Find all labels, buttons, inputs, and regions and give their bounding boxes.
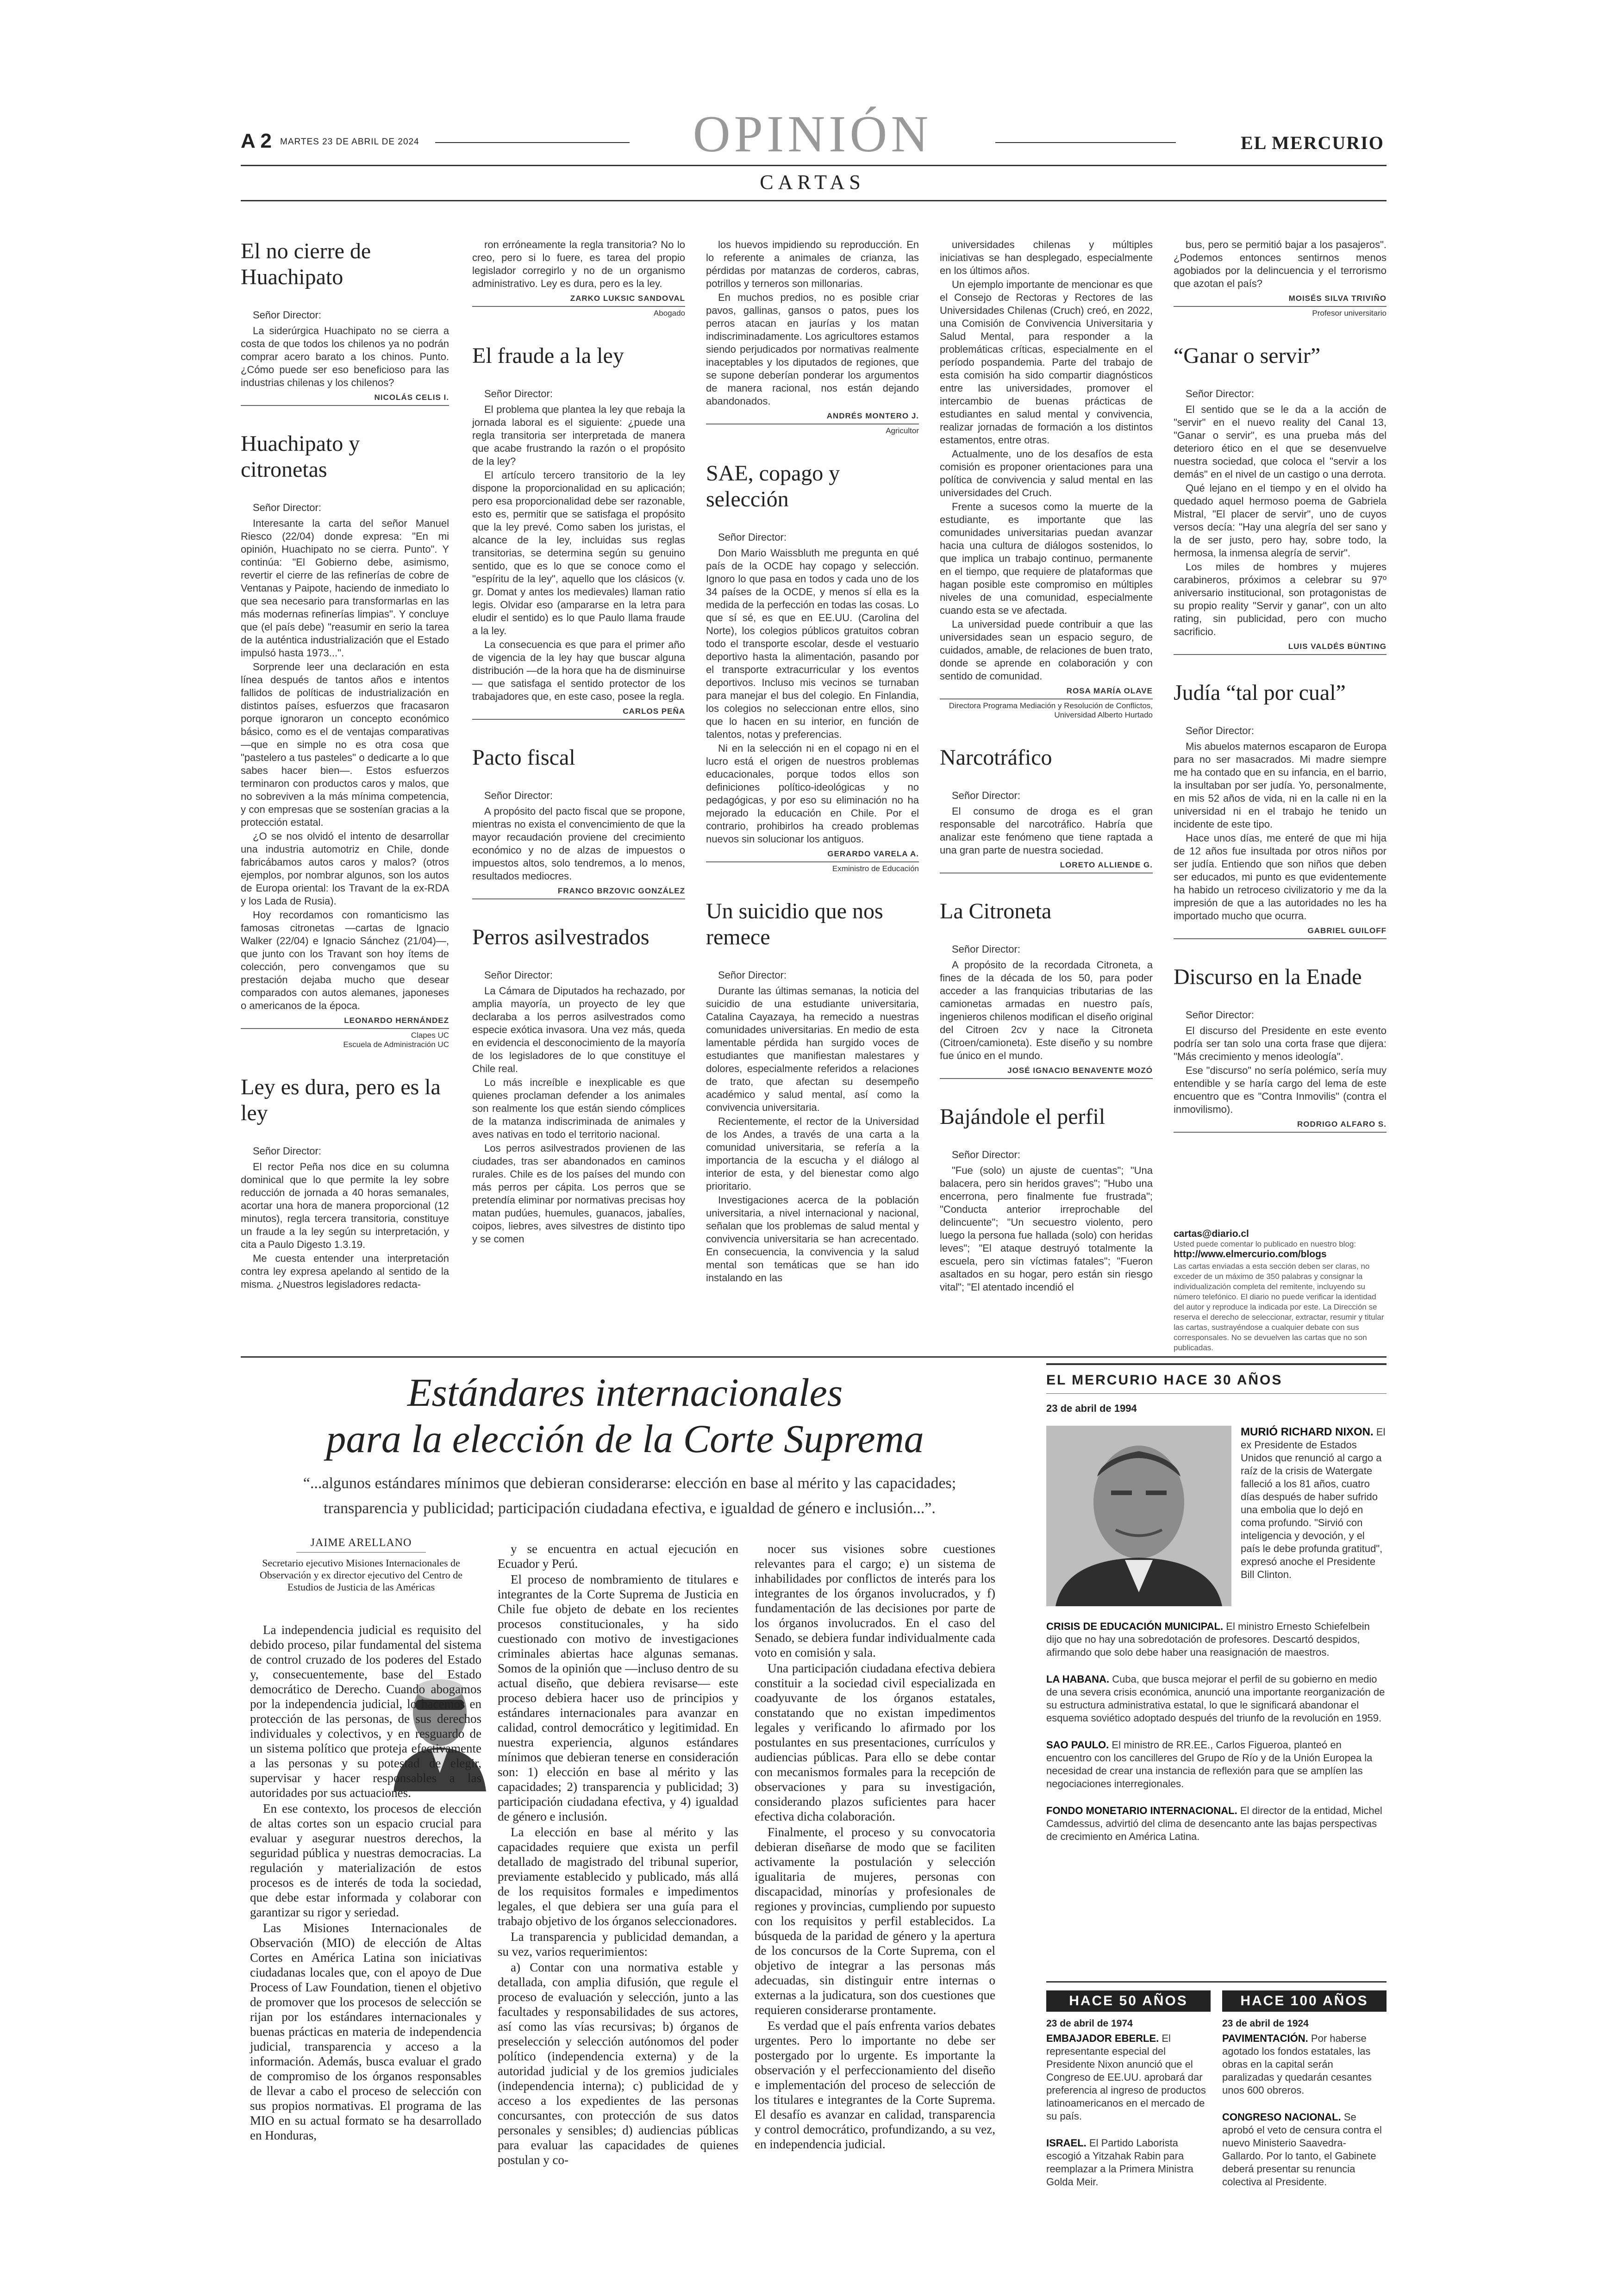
archive-item-head: SAO PAULO. — [1046, 1739, 1109, 1751]
letter-signer-role: Profesor universitario — [1312, 309, 1387, 318]
letter-salutation: Señor Director: — [952, 790, 1020, 801]
subsection-title: CARTAS — [760, 171, 865, 193]
letter-title: Pacto fiscal — [472, 745, 575, 770]
opinion-title-line2: para la elección de la Corte Suprema — [326, 1416, 924, 1461]
opinion-paragraph: El proceso de nombramiento de titulares e integrantes de la Corte Suprema de Justicia en Chile fue objeto de debate en los recientes procesos constitucionales, y ha sido cuestionado con motivo de investigaciones criminales abiertas hace algunas semanas. Somos de la opinión que —incluso dentro de su actual diseño, que debiera revisarse— este proceso debiera hacer uso de principios y estándares internacionales para avanzar en calidad, control democrático y legitimidad. En nuestra experiencia, algunos estándares mínimos que debieran tenerse en consideración son: 1) elección en base al mérito y las capacidades; 2) transparencia y publicidad; 3) participación ciudadana efectiva, y 4) igualdad de género e inclusión. — [498, 1572, 738, 1823]
header-top-rule — [241, 165, 1387, 166]
archive-item-text: El Partido Laborista escogió a Yitzahak Rabin para reemplazar a la Primera Ministra Golda Meir. — [1046, 2137, 1193, 2188]
letter-title: Ley es dura, pero es la ley — [241, 1075, 441, 1125]
letter-paragraph: ¿O se nos olvidó el intento de desarrollar una industria automotriz en Chile, donde fabricábamos autos caros y malos? (otros ejemplos, por nombrar algunos, son los autos de Europa oriental: los Travant de la ex-RDA y los Lada de Rusia). — [241, 830, 449, 907]
letter-signature: CARLOS PEÑA — [472, 705, 685, 720]
archive-item — [1222, 2111, 1387, 2189]
footer-blog[interactable]: http://www.elmercurio.com/blogs — [1174, 1249, 1327, 1260]
opinion-paragraph: La transparencia y publicidad demandan, a su vez, varios requerimientos: — [498, 1930, 738, 1958]
hace30-items — [1046, 1620, 1387, 1857]
letter-paragraph: El rector Peña nos dice en su columna dominical que lo que permite la ley sobre reducción de jornada a 40 horas semanales, acortar una hora de manera proporcional (12 minutos), regla tercera transitoria, constituye un fraude a la ley según su interpretación, y cita a Paulo Digesto 1.3.19. — [241, 1161, 449, 1250]
letter-paragraph: Ni en la selección ni en el copago ni en el lucro está el origen de nuestros problemas educacionales, porque todos ellos son definiciones político-ideológicas y no pedagógicas, y por eso su eliminación no ha mejorado la educación en Chile. Por el contrario, prohibirlos ha creado problemas nuevos sin solucionar los antiguos. — [706, 742, 919, 845]
letter-title: Bajándole el perfil — [940, 1104, 1106, 1129]
opinion-paragraph: Finalmente, el proceso y su convocatoria debieran diseñarse de modo que se faciliten activamente la postulación y selección igualitaria de mujeres, personas con discapacidad, minorías y profesionales de regiones y provincias, cumpliendo por supuesto con los requisitos y perfil establecidos. La búsqueda de la paridad de género y la apertura de los concursos de la Corte Suprema, con el objetivo de integrar a las personas más adecuadas, sin distinguir entre internas o externas a la judicatura, son dos cuestiones que requieren considerarse prontamente. — [755, 1825, 995, 2017]
letter-signature: LUIS VALDÉS BÜNTING — [1174, 640, 1387, 655]
letter-paragraph: El consumo de droga es el gran responsable del narcotráfico. Habría que analizar este fenómeno que tiene raptada a una gran parte de nuestra sociedad. — [940, 805, 1153, 856]
letter-paragraph: La Cámara de Diputados ha rechazado, por amplia mayoría, un proyecto de ley que declaraba a los perros asilvestrados como especie exótica invasora. Una vez más, queda en evidencia el desconocimiento de la mayoría de los legisladores de lo que constituye el Chile real. — [472, 985, 685, 1074]
letters-footer — [1174, 1229, 1387, 1353]
letter-paragraph: Qué lejano en el tiempo y en el olvido ha quedado aquel hermoso poema de Gabriela Mistral, "El placer de servir", uno de cuyos versos decía: "Hay una alegría del ser sano y la de ser justo, pero hay, sobre todo, la hermosa, la inmensa alegría de servir". — [1174, 482, 1387, 559]
nixon-photo — [1046, 1426, 1231, 1606]
letter-paragraph: "Fue (solo) un ajuste de cuentas"; "Una balacera, pero sin heridos graves"; "Hubo una encerrona, pero finalmente fue frustrada"; "Conducta anterior irreprochable del delincuente"; "Un secuestro violento, pero luego la persona fue hallada (solo) con heridas leves"; "El ataque destruyó totalmente la escuela, pero sin víctimas fatales"; "Fueron asaltados en su hogar, pero están sin riesgo vital"; "El atentado incendió el — [940, 1165, 1153, 1293]
letter-paragraph: Actualmente, uno de los desafíos de esta comisión es proponer orientaciones para una política de convivencia y salud mental en las universidades del Cruch. — [940, 448, 1153, 499]
archive-item-head: FONDO MONETARIO INTERNACIONAL. — [1046, 1805, 1237, 1816]
archive-item — [1046, 1739, 1387, 1790]
letter-paragraph: Me cuesta entender una interpretación contra ley expresa apelando al sentido de la misma. ¿Nuestros legisladores redacta- — [241, 1253, 449, 1290]
section-title: OPINIÓN — [693, 106, 932, 163]
letter-signature: NICOLÁS CELIS I. — [241, 391, 449, 406]
hace30-lead — [1241, 1426, 1387, 1581]
letter-paragraph: Los perros asilvestrados provienen de las ciudades, tras ser abandonados en caminos rurales. Chile es de los países del mundo con más perros per cápita. Los perros que se pretendía eliminar por normativas precisas hoy matan pudúes, huemules, guanacos, jabalíes, coipos, liebres, aves silvestres de distinto tipo y se comen — [472, 1142, 685, 1245]
letter — [706, 461, 919, 873]
archive-item-text: El director de la entidad, Michel Camdessus, advirtió del clima de desencanto ante las bajas perspectivas de crecimiento en América Latina. — [1046, 1805, 1382, 1842]
footer-text: Usted puede comentar lo publicado en nuestro blog: — [1174, 1240, 1356, 1248]
archive-item-head: ISRAEL. — [1046, 2137, 1087, 2149]
letter-title: Judía “tal por cual” — [1174, 680, 1346, 705]
letter-paragraph: El discurso del Presidente en este evento podría ser tan solo una corta frase que dijera: "Más crecimiento y menos ideología". — [1174, 1025, 1387, 1062]
letter-paragraph: ron erróneamente la regla transitoria? No lo creo, pero si lo fuere, es tarea del propio legislador corregirlo y no de un organismo administrativo. Ley es dura, pero es la ley. — [472, 239, 685, 289]
archive-item-text: El ministro Ernesto Schiefelbein dijo que no hay una sobredotación de profesores. Descartó despidos, afirmando que solo debe haber una reasignación de maestros. — [1046, 1621, 1370, 1658]
letter-signature: ZARKO LUKSIC SANDOVAL — [472, 292, 685, 307]
hace30-date: 23 de abril de 1994 — [1046, 1403, 1137, 1414]
letter-paragraph: La siderúrgica Huachipato no se cierra a costa de que todos los chilenos ya no podrán comprar acero barato a los chinos. Punto. ¿Cómo puede ser eso beneficioso para las industrias chilenas y los chilenos? — [241, 325, 449, 388]
author-block — [250, 1537, 472, 1593]
letter-salutation: Señor Director: — [253, 502, 321, 513]
opinion-paragraph: nocer sus visiones sobre cuestiones relevantes para el cargo; e) un sistema de inhabilidades por conflictos de interés para los integrantes de los órganos involucrados, y f) fundamentación de las decisiones por parte de los órganos involucrados. En el caso del Senado, se debiera fundar individualmente cada voto en comisión y sala. — [755, 1542, 995, 1659]
opinion-paragraph: En ese contexto, los procesos de elección de altas cortes son un espacio crucial para evaluar y asegurar nuestros derechos, la seguridad pública y nuestras democracias. La regulación y materialización de estos procesos es de interés de toda la sociedad, que debe estar informada y colaborar con garantizar su rigor y seriedad. — [250, 1802, 481, 1919]
letter-salutation: Señor Director: — [253, 309, 321, 321]
letter-salutation: Señor Director: — [484, 388, 553, 399]
letter — [1174, 238, 1387, 318]
letter-paragraph: La universidad puede contribuir a que las universidades sean un espacio seguro, de cuidados, amable, de relaciones de buen trato, donde se aprende en colaboración y con sentido de comunidad. — [940, 618, 1153, 682]
footer-email[interactable]: cartas@diario.cl — [1174, 1229, 1249, 1239]
paper-name: EL MERCURIO — [1241, 132, 1384, 153]
letters-column-3 — [706, 238, 919, 1285]
letter-paragraph: La consecuencia es que para el primer año de vigencia de la ley hay que buscar alguna distribución —de la hora que ha de disminuirse— que satisfaga el sentido protector de los trabajadores que, en este caso, posee la regla. — [472, 639, 685, 702]
letter-paragraph: bus, pero se permitió bajar a los pasajeros". ¿Podemos entonces sentirnos menos agobiados por la delincuencia y el terrorismo que azotan el país? — [1174, 239, 1387, 289]
letter — [1174, 964, 1387, 1133]
letter-salutation: Señor Director: — [952, 1149, 1020, 1160]
letter-paragraph: A propósito del pacto fiscal que se propone, mientras no exista el convencimiento de que la mayor recaudación proviene del crecimiento económico y no de alzas de impuestos o impuestos altos, solo tendremos, a lo menos, resultados mediocres. — [472, 805, 685, 882]
archive-item — [1046, 1620, 1387, 1659]
section-divider — [241, 1356, 1387, 1358]
header-rule-left — [435, 142, 630, 143]
letter-paragraph: Ese "discurso" no sería polémico, sería muy entendible y se haría cargo del lema de este encuentro que es "Contra Inmovilis" (contra el inmovilismo). — [1174, 1065, 1387, 1115]
letter-paragraph: Hace unos días, me enteré de que mi hija de 12 años fue insultada por otros niños por ser judía. Entiendo que son niños que deben ser educados, mi punto es que evidentemente ha habido un retroceso civilizatorio y me da la impresión de que a las autoridades no les ha importado mucho que ocurra. — [1174, 832, 1387, 922]
archive-item-text: El representante especial del Presidente Nixon anunció que el Congreso de EE.UU. aprobará dar preferencia al ingreso de productos latinoamericanos en el mercado de su país. — [1046, 2033, 1206, 2122]
letter-signature: GERARDO VARELA A. — [706, 848, 919, 862]
letter-signature: ROSA MARÍA OLAVE — [940, 685, 1153, 699]
letter-paragraph: Sorprende leer una declaración en esta línea después de tantos años e intentos fallidos de políticas de industrialización en distintos países, esfuerzos que fracasaron porque ignoraron un concepto económico básico, como es el de ventajas comparativas —que en simple no es otra cosa que "pastelero a tus pasteles" o dedicarte a lo que sabes hacer bien—. Estos esfuerzos terminaron con productos caros y malos, que no sobreviven a la más mínima competencia, y con empresas que se sostenían gracias a la protección estatal. — [241, 661, 449, 828]
letter — [241, 1074, 449, 1291]
letter — [1174, 680, 1387, 939]
letter-signature: ANDRÉS MONTERO J. — [706, 410, 919, 424]
archive-item-head: LA HABANA. — [1046, 1673, 1110, 1685]
author-role: Secretario ejecutivo Misiones Internacionales de Observación y ex director ejecutivo del Centro de Estudios de Justicia de las Américas — [259, 1557, 462, 1593]
letter-salutation: Señor Director: — [718, 969, 787, 981]
hace-50-100-rule — [1046, 1981, 1387, 1983]
opinion-paragraph: a) Contar con una normativa estable y detallada, con amplia difusión, que regule el proceso de evaluación y selección, junto a las facultades y responsabilidades de sus actores, así como las vías recursivas; b) órganos de preselección y selección autónomos del poder político (independencia externa) y de la autoridad judicial y de los gremios judiciales (independencia interna); c) publicidad de y acceso a los expedientes de las personas concursantes, con protección de sus datos personales y sensibles; d) audiencias públicas para evaluar las capacidades de quienes postulan y co- — [498, 1960, 738, 2167]
archive-item — [1046, 1804, 1387, 1843]
letter-paragraph: Durante las últimas semanas, la noticia del suicidio de una estudiante universitaria, Catalina Cayazaya, ha remecido a nuestras comunidades universitarias. En medio de esta lamentable pérdida han surgido voces de estudiantes que manifiestan malestares y dolores, especialmente referidos a relaciones de trato, que afectan su desempeño académico y salud mental, así como la convivencia universitaria. — [706, 985, 919, 1113]
archive-item-text: Se aprobó el veto de censura contra el nuevo Ministerio Saavedra-Gallardo. Por lo tanto, el Gabinete deberá presentar su renuncia colectiva al Presidente. — [1222, 2111, 1382, 2188]
letters-column-2 — [472, 238, 685, 1247]
letter-salutation: Señor Director: — [1186, 1009, 1254, 1021]
archive-item-head: CRISIS DE EDUCACIÓN MUNICIPAL. — [1046, 1621, 1224, 1632]
letter-signer-role: Directora Programa Mediación y Resolución de Conflictos, Universidad Alberto Hurtado — [949, 701, 1153, 719]
letter — [940, 1104, 1153, 1294]
opinion-paragraph: y se encuentra en actual ejecución en Ecuador y Perú. — [498, 1542, 738, 1571]
footer-rules: Las cartas enviadas a esta sección deben ser claras, no exceder de un máximo de 350 palabras y consignar la individualización completa del remitente, incluyendo su número telefónico. El diario no puede verificar la identidad del autor y reproduce la indicada por este. La Dirección se reserva el derecho de seleccionar, extractar, resumir y titular las cartas, sustrayéndose a cualquier debate con sus corresponsales. No se devuelven las cartas que no son publicadas. — [1174, 1262, 1384, 1352]
letter-paragraph: Lo más increíble e inexplicable es que quienes proclaman defender a los animales son realmente los que están siendo cómplices de la matanza indiscriminada de animales y aves nativas en todo el territorio nacional. — [472, 1077, 685, 1140]
hace50-date: 23 de abril de 1974 — [1046, 2018, 1133, 2029]
opinion-title-line1: Estándares internacionales — [407, 1370, 843, 1415]
hace100-box — [1222, 1990, 1387, 2202]
letter-title: SAE, copago y selección — [706, 461, 840, 511]
opinion-column-2 — [498, 1541, 738, 2168]
letter-signature: GABRIEL GUILOFF — [1174, 924, 1387, 939]
letter-signer-role: Clapes UC Escuela de Administración UC — [343, 1031, 449, 1049]
header-rule-right — [995, 142, 1176, 143]
letter-salutation: Señor Director: — [952, 943, 1020, 955]
letter-salutation: Señor Director: — [1186, 725, 1254, 736]
letter-paragraph: los huevos impidiendo su reproducción. En lo referente a animales de crianza, las pérdidas por matanzas de corderos, cabras, potrillos y terneros son millonarias. — [706, 239, 919, 289]
letter-salutation: Señor Director: — [253, 1145, 321, 1157]
letter-paragraph: En muchos predios, no es posible criar pavos, gallinas, gansos o patos, pues los perros atacan en jaurías y los matan indiscriminadamente. Los agricultores estamos siendo perjudicados por normativas realmente inaceptables y los diputados de regiones, que se supone deberían ponderar los argumentos de manera racional, nos están dejando abandonados. — [706, 292, 919, 407]
letter-paragraph: Interesante la carta del señor Manuel Riesco (22/04) donde expresa: "En mi opinión, Huachipato no se cierra. Punto". Y continúa: "El Gobierno debe, asimismo, revertir el cierre de las refinerías de cobre de Ventanas y Paipote, haciendo de inmediato lo que sea necesario para transformarlas en las más modernas refinerías limpias". Y concluye que (el país debe) "reasumir en serio la tarea de la auténtica industrialización que el Estado impulsó hasta 1973...". — [241, 518, 449, 659]
hace100-title: HACE 100 AÑOS — [1222, 1990, 1387, 2012]
letter-signature: LORETO ALLIENDE G. — [940, 859, 1153, 873]
letter-salutation: Señor Director: — [718, 531, 787, 543]
letter-signature: RODRIGO ALFARO S. — [1174, 1118, 1387, 1133]
opinion-paragraph: Es verdad que el país enfrenta varios debates urgentes. Pero lo importante no debe ser postergado por lo urgente. Es importante la observación y el perfeccionamiento del diseño e implementación del proceso de selección de los titulares e integrantes de la Corte Suprema. El desafío es avanzar en calidad, transparencia y control democrático, profundizando, a su vez, en independencia judicial. — [755, 2019, 995, 2151]
letters-column-1 — [241, 238, 449, 1292]
letter-title: Perros asilvestrados — [472, 925, 650, 949]
header-date: MARTES 23 DE ABRIL DE 2024 — [280, 137, 419, 147]
opinion-paragraph: La independencia judicial es requisito del debido proceso, pilar fundamental del sistema de control cruzado de los poderes del Estado y, consecuentemente, base del Estado democrático de Derecho. Cuando abogamos por la independencia judicial, lo hacemos en protección de las personas, de sus derechos individuales y colectivos, y en resguardo de un sistema político que proteja efectivamente a las personas y su potestad de elegir, supervisar y hacer responsables a las autoridades por sus actuaciones. — [250, 1623, 481, 1800]
hace50-box — [1046, 1990, 1211, 2202]
letter-title: Un suicidio que nos remece — [706, 899, 883, 949]
letter-salutation: Señor Director: — [1186, 388, 1254, 399]
letter-paragraph: Un ejemplo importante de mencionar es que el Consejo de Rectoras y Rectores de las Universidades Chilenas (Cruch) creó, en 2022, una Comisión de Convivencia Universitaria y Salud Mental, para responder a la problemáticas críticas, especialmente en el período pospandemia. Parte del trabajo de esta comisión ha sido compartir diagnósticos entre las universidades, promover el intercambio de buenas prácticas de estudiantes en salud mental y convivencia, realizar jornadas de formación a los distintos estamentos, entre otras. — [940, 279, 1153, 446]
letter — [472, 924, 685, 1246]
letter-paragraph: Los miles de hombres y mujeres carabineros, próximos a celebrar su 97º aniversario institucional, son protagonistas de su propio reality "Servir y ganar", con un alto rating, sin publicidad, pero con mucho sacrificio. — [1174, 561, 1387, 637]
archive-item-head: EMBAJADOR EBERLE. — [1046, 2033, 1159, 2044]
letter-title: Discurso en la Enade — [1174, 965, 1362, 989]
hace30-headline: MURIÓ RICHARD NIXON. — [1241, 1426, 1374, 1438]
letter-paragraph: Frente a sucesos como la muerte de la estudiante, es importante que las comunidades universitarias puedan avanzar hacia una cultura de diálogos sostenidos, lo que implica un trabajo continuo, permanente en el tiempo, que requiere de plataformas que hagan posible este compromiso en múltiples niveles de una comunidad, especialmente cuando esta se ve afectada. — [940, 501, 1153, 616]
letter — [472, 238, 685, 318]
archive-item-text: El ministro de RR.EE., Carlos Figueroa, planteó en encuentro con los cancilleres del Grupo de Río y de la Unión Europea la necesidad de crear una instancia de reflexión para que se amplíen las negociaciones interregionales. — [1046, 1739, 1373, 1790]
letter — [706, 898, 919, 1285]
letter — [241, 238, 449, 406]
letters-column-5 — [1174, 238, 1387, 1158]
letter — [472, 745, 685, 899]
letter-paragraph: El sentido que se le da a la acción de "servir" en el nuevo reality del Canal 13, "Ganar o servir", es una prueba más del deterioro ético en el que se desenvuelve nuestra sociedad, que coloca el "servir a los demás" en el nivel de un castigo o una derrota. — [1174, 404, 1387, 480]
archive-item-text: Por haberse agotado los fondos estatales, las obras en la capital serán paralizadas y quedarán cesantes unos 600 obreros. — [1222, 2033, 1372, 2096]
letter-paragraph: Mis abuelos maternos escaparon de Europa para no ser masacrados. Mi madre siempre me ha contado que en su infancia, en el barrio, la insultaban por ser judía. Yo, personalmente, en mis 52 años de vida, ni en la calle ni en la universidad ni en el trabajo he tenido un incidente de este tipo. — [1174, 741, 1387, 830]
letter — [940, 898, 1153, 1079]
letter-signature: MOISÉS SILVA TRIVIÑO — [1174, 292, 1387, 307]
archive-item-text: Cuba, que busca mejorar el perfil de su gobierno en medio de una severa crisis económica, anunció una importante reorganización de su estructura administrativa estatal, lo que le significará abandonar el esquema soviético adoptado después del triunfo de la revolución en 1959. — [1046, 1673, 1385, 1724]
hace30-top-rule — [1046, 1363, 1387, 1365]
hace100-date: 23 de abril de 1924 — [1222, 2018, 1309, 2029]
hace50-title: HACE 50 AÑOS — [1046, 1990, 1211, 2012]
hace50-items — [1046, 2032, 1211, 2189]
letter-signature: JOSÉ IGNACIO BENAVENTE MOZÓ — [940, 1064, 1153, 1079]
letter — [472, 343, 685, 720]
page-number: A 2 — [241, 130, 272, 152]
author-name: JAIME ARELLANO — [296, 1537, 426, 1553]
letter-signer-role: Abogado — [653, 309, 685, 318]
archive-item-head: CONGRESO NACIONAL. — [1222, 2111, 1341, 2123]
hace30-headline-text: El ex Presidente de Estados Unidos que renunció al cargo a raíz de la crisis de Watergate falleció a los 81 años, cuatro días después de haber sufrido una embolia que lo dejó en coma profundo. "Sirvió con inteligencia y devoción, y el país le debe profunda gratitud", expresó anoche el Presidente Bill Clinton. — [1241, 1426, 1386, 1580]
letters-column-4 — [940, 238, 1153, 1295]
letter — [706, 238, 919, 436]
letter — [241, 431, 449, 1049]
hace100-items — [1222, 2032, 1387, 2189]
letter-paragraph: universidades chilenas y múltiples iniciativas se han desplegado, especialmente en los últimos años. — [940, 239, 1153, 276]
opinion-paragraph: La elección en base al mérito y las capacidades requiere que exista un perfil detallado de magistrado del tribunal superior, previamente establecido y publicado, más allá de los requisitos formales e impedimentos legales, el que debiera ser una guía para el trabajo objetivo de los órganos seleccionadores. — [498, 1825, 738, 1928]
letter-title: Narcotráfico — [940, 745, 1052, 770]
opinion-column-3 — [755, 1541, 995, 2152]
letter-paragraph: Hoy recordamos con romanticismo las famosas citronetas —cartas de Ignacio Walker (22/04) e Ignacio Sánchez (21/04)—, que junto con los Travant son hoy ítems de colección, pero convengamos que su prestación dejaba mucho que desear comparados con autos alemanes, japoneses o americanos de la época. — [241, 909, 449, 1011]
letter-paragraph: A propósito de la recordada Citroneta, a fines de la década de los 50, para poder acceder a las franquicias tributarias de las camionetas armadas en nuestro país, ingenieros chilenos modifican el diseño original del Citroen 2cv y nace la Citroneta (Citroen/camioneta). Este diseño y su nombre fue único en el mundo. — [940, 959, 1153, 1061]
letter-paragraph: Recientemente, el rector de la Universidad de los Andes, a través de una carta a la comunidad universitaria, se refería a la importancia de la escucha y el diálogo al interior de esta, y del bienestar como algo prioritario. — [706, 1116, 919, 1192]
archive-item — [1046, 2032, 1211, 2123]
letter-paragraph: Don Mario Waissbluth me pregunta en qué país de la OCDE hay copago y selección. Ignoro lo que pasa en todos y cada uno de los 34 países de la OCDE, y menos sí ella es la medida de la perfección en todas las cosas. Lo que sí sé, es que en EE.UU. (Carolina del Norte), los colegios públicos gratuitos cobran todo el transporte escolar, desde el vestuario deportivo hasta la alimentación, pasando por el transporte extracurricular y los eventos deportivos. Incluso mis vecinos se turnaban para manejar el bus del colegio. En Finlandia, los colegios no seleccionan entre ellos, sino que lo hacen en su interior, en función de talentos, notas y preferencias. — [706, 547, 919, 740]
letter-signature: LEONARDO HERNÁNDEZ — [241, 1014, 449, 1029]
archive-item — [1046, 1673, 1387, 1725]
letter-title: El fraude a la ley — [472, 343, 624, 368]
letter-paragraph: El problema que plantea la ley que rebaja la jornada laboral es el siguiente: ¿puede una regla transitoria ser interpretada de manera que acabe frustrando la razón o el propósito de la ley? — [472, 404, 685, 467]
letter — [1174, 343, 1387, 655]
letter-salutation: Señor Director: — [484, 790, 553, 801]
letter-signer-role: Exministro de Educación — [832, 864, 919, 873]
hace30-title: EL MERCURIO HACE 30 AÑOS — [1046, 1372, 1283, 1388]
opinion-paragraph: Las Misiones Internacionales de Observación (MIO) de elección de Altas Cortes en América Latina son iniciativas ciudadanas locales que, con el apoyo de Due Process of Law Foundation, tienen el objetivo de promover que los procesos de selección se rijan por los estándares internacionales y buenas prácticas en materia de independencia judicial, transparencia y acceso a la información. Además, busca evaluar el grado de compromiso de los órganos responsables de llevar a cabo el proceso de selección con sus propios normativas. El programa de las MIO en su actual formato se ha desarrollado en Honduras, — [250, 1921, 481, 2142]
letter-salutation: Señor Director: — [484, 969, 553, 981]
archive-item — [1046, 2137, 1211, 2189]
letter-title: La Citroneta — [940, 899, 1052, 923]
letter-paragraph: El artículo tercero transitorio de la ley dispone la proporcionalidad en su aplicación; pero esa proporcionalidad debe ser razonable, esto es, permitir que se satisfaga el propósito que la ley prevé. Como saben los juristas, el alcance de la ley, incluidas sus reglas transitorias, se determina según su genuino sentido, que es lo que se conoce como el "espíritu de la ley", aquello que los clásicos (v. gr. Domat y antes los medievales) llaman ratio legis. Olvidar eso (ampararse en la letra para eludir el sentido) es lo que Paulo llama fraude a la ley. — [472, 469, 685, 636]
header-bottom-rule — [241, 200, 1387, 201]
hace30-title-rule — [1046, 1393, 1387, 1394]
letter-title: Huachipato y citronetas — [241, 431, 360, 482]
opinion-pullquote: “...algunos estándares mínimos que debieran considerarse: elección en base al mérito y las capacidades; transparencia y publicidad; participación ciudadana efectiva, e igualdad de género e inclusión...”. — [303, 1475, 956, 1517]
letter-title: “Ganar o servir” — [1174, 343, 1321, 368]
letter-signer-role: Agricultor — [886, 426, 919, 435]
archive-item — [1222, 2032, 1387, 2097]
letter-signature: FRANCO BRZOVIC GONZÁLEZ — [472, 885, 685, 899]
opinion-paragraph: Una participación ciudadana efectiva debiera constituir a la sociedad civil especializada en coadyuvante de los órganos estatales, constatando que no existan impedimentos legales y verificando lo afirmado por los postulantes en sus presentaciones, currículos y audiencias públicas. Para ello se debe contar con mecanismos formales para la recepción de observaciones y para su investigación, considerando plazos suficientes para hacer efectiva dicha colaboración. — [755, 1661, 995, 1823]
letter-paragraph: Investigaciones acerca de la población universitaria, a nivel internacional y nacional, señalan que los problemas de salud mental y convivencia universitaria se han acrecentado. En consecuencia, la convivencia y la salud mental son temáticas que se han ido instalando en las — [706, 1194, 919, 1284]
letter — [940, 745, 1153, 873]
archive-item-head: PAVIMENTACIÓN. — [1222, 2033, 1308, 2044]
opinion-column-1 — [250, 1622, 481, 2144]
letter — [940, 238, 1153, 720]
letter-title: El no cierre de Huachipato — [241, 239, 371, 289]
